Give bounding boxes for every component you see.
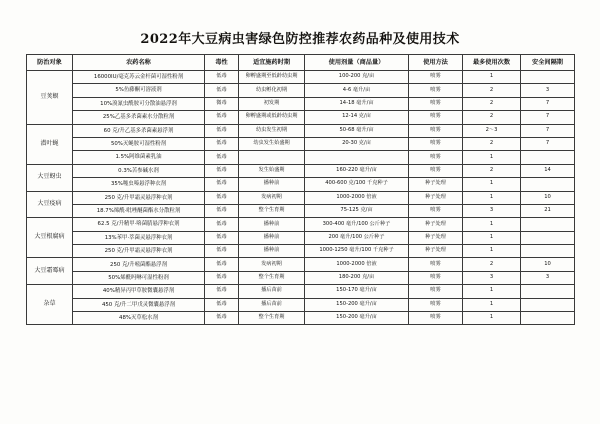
cell-max-uses: 1 bbox=[463, 312, 521, 325]
cell-safety-interval bbox=[521, 245, 575, 258]
cell-pesticide-name: 10%溴氰虫酰胺可分散油悬浮剂 bbox=[73, 97, 205, 110]
cell-method: 喷雾 bbox=[409, 137, 463, 150]
cell-dosage: 150-200 毫升/亩 bbox=[305, 312, 409, 325]
table-row bbox=[27, 178, 575, 191]
cell-toxicity: 低毒 bbox=[205, 218, 239, 231]
header-safety-interval: 安全间隔期 bbox=[521, 55, 575, 71]
cell-application-period: 幼虫孵化初期 bbox=[239, 84, 305, 97]
cell-method: 种子处理 bbox=[409, 178, 463, 191]
cell-pesticide-name: 60 克/升乙基多杀菌素悬浮剂 bbox=[73, 124, 205, 137]
cell-max-uses: 2～3 bbox=[463, 124, 521, 137]
table-row bbox=[27, 151, 575, 164]
cell-max-uses: 1 bbox=[463, 285, 521, 298]
header-toxicity: 毒性 bbox=[205, 55, 239, 71]
cell-toxicity: 低毒 bbox=[205, 298, 239, 311]
cell-dosage: 160-220 毫升/亩 bbox=[305, 164, 409, 177]
cell-max-uses: 1 bbox=[463, 151, 521, 164]
cell-safety-interval: 7 bbox=[521, 97, 575, 110]
cell-application-period: 播种前 bbox=[239, 245, 305, 258]
cell-pesticide-name: 50%灭蝇胺可湿性粉剂 bbox=[73, 137, 205, 150]
cell-toxicity: 低毒 bbox=[205, 137, 239, 150]
cell-application-period: 初发期 bbox=[239, 97, 305, 110]
cell-max-uses: 1 bbox=[463, 191, 521, 204]
cell-safety-interval: 10 bbox=[521, 258, 575, 271]
cell-pesticide-name: 1.5%阿维菌素乳油 bbox=[73, 151, 205, 164]
cell-application-period: 播后苗前 bbox=[239, 298, 305, 311]
cell-safety-interval: 3 bbox=[521, 84, 575, 97]
cell-toxicity: 低毒 bbox=[205, 231, 239, 244]
cell-safety-interval bbox=[521, 71, 575, 84]
cell-method: 喷雾 bbox=[409, 71, 463, 84]
cell-method: 喷雾 bbox=[409, 84, 463, 97]
cell-max-uses: 2 bbox=[463, 111, 521, 124]
cell-target: 大豆疫病 bbox=[27, 191, 73, 218]
cell-max-uses: 1 bbox=[463, 298, 521, 311]
header-application-period: 适宜施药时期 bbox=[239, 55, 305, 71]
cell-max-uses: 1 bbox=[463, 71, 521, 84]
cell-safety-interval: 3 bbox=[521, 271, 575, 284]
cell-target: 大豆蚜虫 bbox=[27, 164, 73, 191]
cell-max-uses: 2 bbox=[463, 97, 521, 110]
cell-safety-interval bbox=[521, 285, 575, 298]
table-row bbox=[27, 298, 575, 311]
cell-toxicity: 低毒 bbox=[205, 111, 239, 124]
cell-application-period: 卵孵盛期或低龄幼虫期 bbox=[239, 111, 305, 124]
cell-method: 种子处理 bbox=[409, 231, 463, 244]
cell-dosage bbox=[305, 151, 409, 164]
cell-dosage: 50-68 毫升/亩 bbox=[305, 124, 409, 137]
cell-toxicity: 微毒 bbox=[205, 97, 239, 110]
header-method: 使用方法 bbox=[409, 55, 463, 71]
cell-pesticide-name: 62.5 克/升精甲·咯菌腈悬浮种衣剂 bbox=[73, 218, 205, 231]
cell-application-period: 幼虫发生初期 bbox=[239, 124, 305, 137]
cell-max-uses: 2 bbox=[463, 164, 521, 177]
table-row bbox=[27, 312, 575, 325]
page-title: 2022年大豆病虫害绿色防控推荐农药品种及使用技术 bbox=[140, 32, 460, 47]
table-row bbox=[27, 137, 575, 150]
header-pesticide-name: 农药名称 bbox=[73, 55, 205, 71]
cell-max-uses: 2 bbox=[463, 137, 521, 150]
cell-toxicity: 低毒 bbox=[205, 164, 239, 177]
cell-pesticide-name: 50%烯酰吗啉可湿性粉剂 bbox=[73, 271, 205, 284]
table-container bbox=[0, 54, 600, 325]
cell-pesticide-name: 48%灭草松水剂 bbox=[73, 312, 205, 325]
cell-pesticide-name: 250 克/升甲霜灵悬浮种衣剂 bbox=[73, 245, 205, 258]
pesticide-table bbox=[26, 54, 575, 325]
cell-pesticide-name: 5%鱼藤酮可溶液剂 bbox=[73, 84, 205, 97]
cell-pesticide-name: 250 克/升嘧菌酯悬浮剂 bbox=[73, 258, 205, 271]
cell-dosage: 180-200 克/亩 bbox=[305, 271, 409, 284]
cell-dosage: 300-400 毫升/100 公斤种子 bbox=[305, 218, 409, 231]
table-row bbox=[27, 245, 575, 258]
cell-method: 喷雾 bbox=[409, 258, 463, 271]
cell-target: 豆荚螟 bbox=[27, 71, 73, 125]
cell-max-uses: 2 bbox=[463, 258, 521, 271]
cell-max-uses: 2 bbox=[463, 84, 521, 97]
cell-dosage: 12-14 克/亩 bbox=[305, 111, 409, 124]
cell-application-period: 整个生育期 bbox=[239, 312, 305, 325]
cell-dosage: 20-30 克/亩 bbox=[305, 137, 409, 150]
cell-application-period: 发病初期 bbox=[239, 191, 305, 204]
cell-method: 喷雾 bbox=[409, 151, 463, 164]
table-header bbox=[27, 55, 575, 71]
cell-max-uses: 1 bbox=[463, 245, 521, 258]
table-row bbox=[27, 84, 575, 97]
cell-safety-interval: 10 bbox=[521, 191, 575, 204]
cell-dosage: 150-170 毫升/亩 bbox=[305, 285, 409, 298]
table-row bbox=[27, 191, 575, 204]
cell-toxicity: 低毒 bbox=[205, 151, 239, 164]
cell-safety-interval: 7 bbox=[521, 124, 575, 137]
table-row bbox=[27, 111, 575, 124]
cell-safety-interval bbox=[521, 218, 575, 231]
cell-pesticide-name: 16000IU/毫克苏云金杆菌可湿性粉剂 bbox=[73, 71, 205, 84]
cell-method: 喷雾 bbox=[409, 312, 463, 325]
cell-pesticide-name: 0.3%苦参碱水剂 bbox=[73, 164, 205, 177]
cell-dosage: 4-6 毫升/亩 bbox=[305, 84, 409, 97]
cell-method: 种子处理 bbox=[409, 191, 463, 204]
cell-target: 大豆霜霉病 bbox=[27, 258, 73, 285]
cell-pesticide-name: 18.7%烯酰·吡唑醚菌酯水分散粒剂 bbox=[73, 204, 205, 217]
cell-dosage: 100-200 克/亩 bbox=[305, 71, 409, 84]
cell-method: 喷雾 bbox=[409, 97, 463, 110]
cell-pesticide-name: 250 克/升甲霜灵悬浮种衣剂 bbox=[73, 191, 205, 204]
table-body bbox=[27, 71, 575, 325]
cell-application-period: 播种前 bbox=[239, 178, 305, 191]
cell-application-period: 发病初期 bbox=[239, 258, 305, 271]
cell-safety-interval: 14 bbox=[521, 164, 575, 177]
cell-dosage: 1000-1250 毫升/100 千克种子 bbox=[305, 245, 409, 258]
cell-safety-interval bbox=[521, 231, 575, 244]
cell-application-period: 播种前 bbox=[239, 218, 305, 231]
cell-toxicity: 低毒 bbox=[205, 204, 239, 217]
table-row bbox=[27, 231, 575, 244]
cell-toxicity: 低毒 bbox=[205, 84, 239, 97]
cell-safety-interval bbox=[521, 298, 575, 311]
cell-max-uses: 1 bbox=[463, 231, 521, 244]
table-row bbox=[27, 97, 575, 110]
table-row bbox=[27, 124, 575, 137]
cell-dosage: 1000-2000 倍液 bbox=[305, 191, 409, 204]
header-max-uses: 最多使用次数 bbox=[463, 55, 521, 71]
cell-toxicity: 低毒 bbox=[205, 245, 239, 258]
cell-application-period: 整个生育期 bbox=[239, 204, 305, 217]
cell-dosage: 150-200 毫升/亩 bbox=[305, 298, 409, 311]
cell-toxicity: 低毒 bbox=[205, 312, 239, 325]
cell-toxicity: 低毒 bbox=[205, 178, 239, 191]
table-row bbox=[27, 258, 575, 271]
cell-target: 潜叶蝇 bbox=[27, 124, 73, 164]
cell-toxicity: 低毒 bbox=[205, 124, 239, 137]
cell-application-period bbox=[239, 151, 305, 164]
cell-application-period: 卵孵盛期至低龄幼虫期 bbox=[239, 71, 305, 84]
cell-safety-interval: 7 bbox=[521, 137, 575, 150]
cell-safety-interval bbox=[521, 151, 575, 164]
cell-toxicity: 低毒 bbox=[205, 191, 239, 204]
table-row bbox=[27, 204, 575, 217]
cell-application-period: 播后苗前 bbox=[239, 285, 305, 298]
cell-method: 喷雾 bbox=[409, 124, 463, 137]
cell-dosage: 14-18 毫升/亩 bbox=[305, 97, 409, 110]
cell-method: 喷雾 bbox=[409, 285, 463, 298]
table-row bbox=[27, 271, 575, 284]
header-dosage: 使用剂量（商品量） bbox=[305, 55, 409, 71]
cell-pesticide-name: 13%苯甲·萃菌灵悬浮种衣剂 bbox=[73, 231, 205, 244]
cell-max-uses: 1 bbox=[463, 218, 521, 231]
cell-toxicity: 低毒 bbox=[205, 71, 239, 84]
cell-safety-interval: 7 bbox=[521, 111, 575, 124]
cell-target: 大豆根腐病 bbox=[27, 218, 73, 258]
cell-max-uses: 3 bbox=[463, 204, 521, 217]
cell-method: 种子处理 bbox=[409, 218, 463, 231]
cell-toxicity: 低毒 bbox=[205, 271, 239, 284]
cell-safety-interval: 21 bbox=[521, 204, 575, 217]
cell-application-period: 整个生育期 bbox=[239, 271, 305, 284]
table-row bbox=[27, 71, 575, 84]
cell-dosage: 75-125 克/亩 bbox=[305, 204, 409, 217]
cell-method: 喷雾 bbox=[409, 204, 463, 217]
table-row bbox=[27, 285, 575, 298]
cell-application-period: 播种前 bbox=[239, 231, 305, 244]
cell-toxicity: 低毒 bbox=[205, 285, 239, 298]
cell-toxicity: 低毒 bbox=[205, 258, 239, 271]
cell-safety-interval bbox=[521, 178, 575, 191]
cell-application-period: 幼虫发生始盛期 bbox=[239, 137, 305, 150]
cell-pesticide-name: 40%精异丙甲草胺微囊悬浮剂 bbox=[73, 285, 205, 298]
cell-pesticide-name: 450 克/升二甲戊灵微囊悬浮剂 bbox=[73, 298, 205, 311]
cell-dosage: 1000-2000 倍液 bbox=[305, 258, 409, 271]
cell-method: 喷雾 bbox=[409, 164, 463, 177]
cell-safety-interval bbox=[521, 312, 575, 325]
cell-max-uses: 3 bbox=[463, 271, 521, 284]
table-header-row bbox=[27, 55, 575, 71]
cell-pesticide-name: 35%噻虫嗪悬浮种衣剂 bbox=[73, 178, 205, 191]
cell-max-uses: 1 bbox=[463, 178, 521, 191]
cell-pesticide-name: 25%乙基多杀菌素水分散粒剂 bbox=[73, 111, 205, 124]
cell-target: 杂草 bbox=[27, 285, 73, 325]
table-row bbox=[27, 218, 575, 231]
cell-method: 喷雾 bbox=[409, 111, 463, 124]
cell-dosage: 200 毫升/100 公斤种子 bbox=[305, 231, 409, 244]
header-target: 防治对象 bbox=[27, 55, 73, 71]
cell-method: 种子处理 bbox=[409, 245, 463, 258]
cell-application-period: 发生始盛期 bbox=[239, 164, 305, 177]
table-row bbox=[27, 164, 575, 177]
cell-method: 喷雾 bbox=[409, 271, 463, 284]
cell-dosage: 400-600 克/100 千克种子 bbox=[305, 178, 409, 191]
cell-method: 喷雾 bbox=[409, 298, 463, 311]
